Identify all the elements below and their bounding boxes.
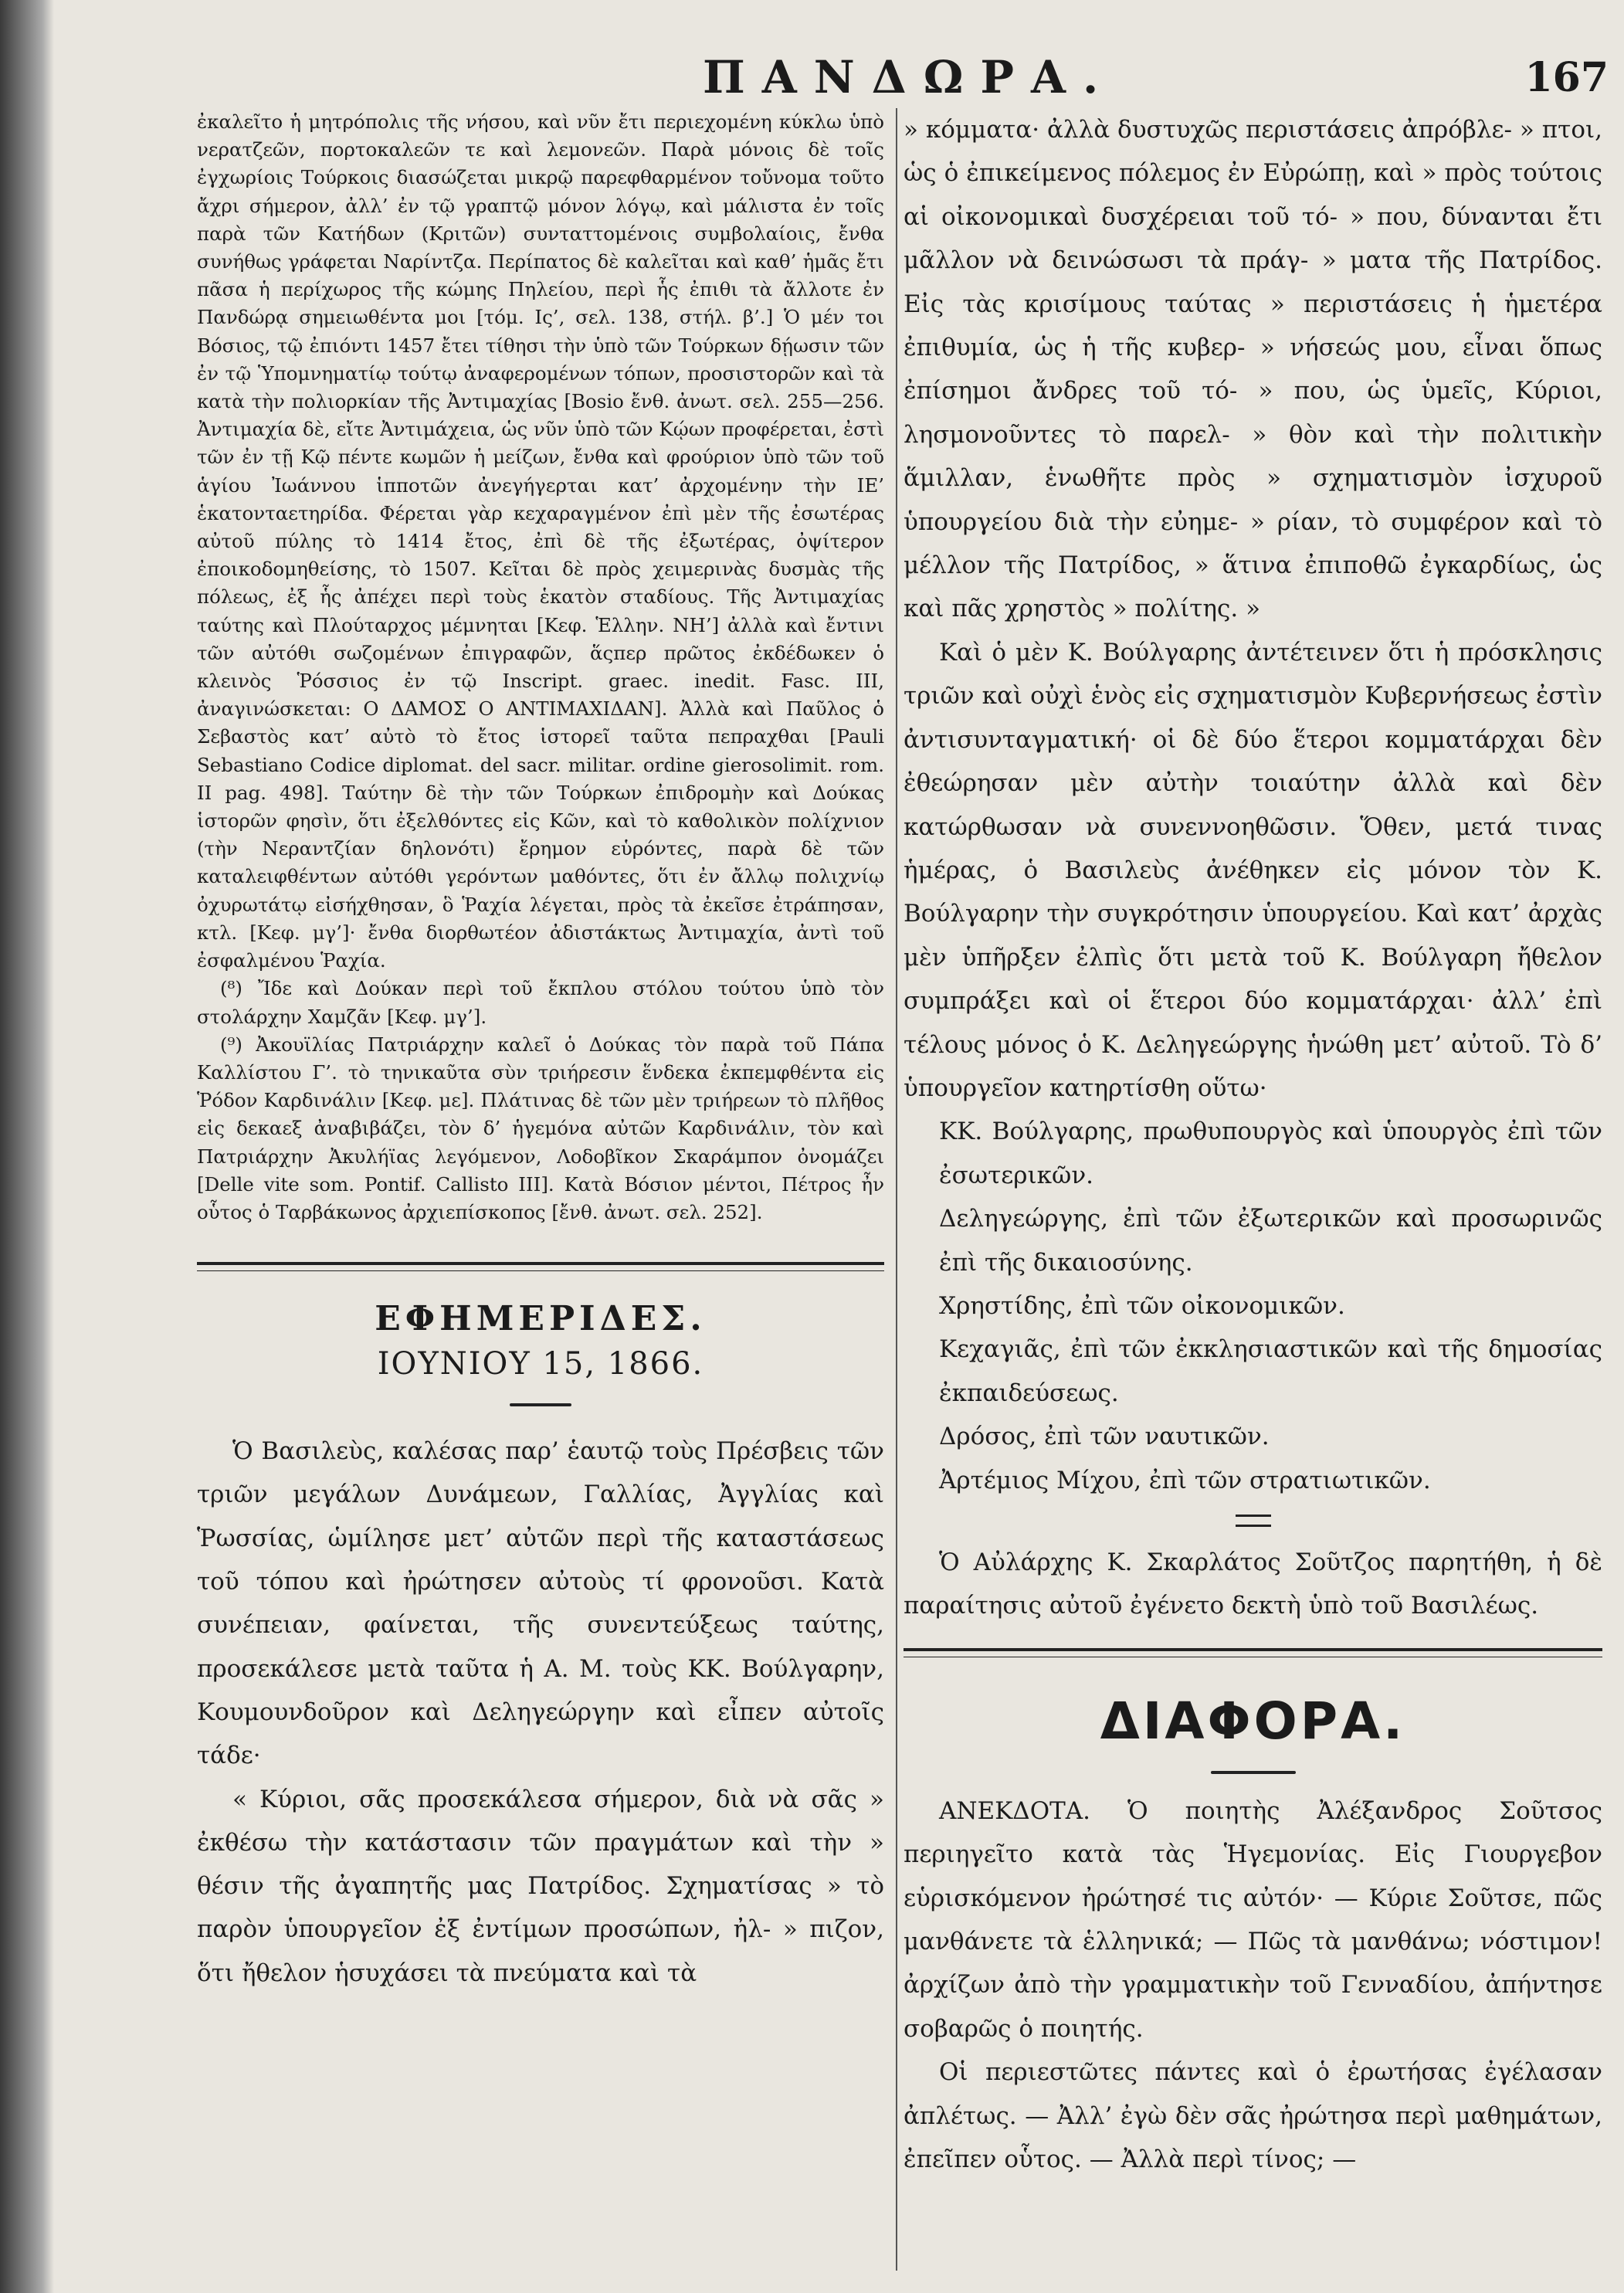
minister-entry: ΚΚ. Βούλγαρης, πρωθυπουργὸς καὶ ὑπουργὸς ἐπὶ τῶν ἐσωτερικῶν. <box>939 1118 1602 1189</box>
ornament-dash <box>510 1403 571 1406</box>
footnote-9: (⁹) Ἀκουϊλίας Πατριάρχην καλεῖ ὁ Δούκας τὸν παρὰ τοῦ Πάπα Καλλίστου Γ’. τὸ τηνικαῦτα σὺν τριήρεσιν ἕνδεκα ἐκπεμφθέντα εἰς Ῥόδον Καρδινάλιν [Κεφ. με]. Πλάτινας δὲ τῶν μὲν τριήρεων τὸ πλῆθος εἰς δεκαεξ ἀναβιβάζει, τὸν δ’ ἡγεμόνα αὐτῶν Καρδινάλιν, τὸν καὶ Πατριάρχην Ἀκυλήϊας λεγόμενον, Λοδοβῖκον Σκαράμπον ὀνομάζει [Delle vite som. Pontif. Callisto III]. Κατὰ Βόσιον μέντοι, Πέτρος ἦν οὗτος ὁ Ταρβάκωνος ἀρχιεπίσκοπος [ἔνθ. ἀνωτ. σελ. 252]. <box>197 1033 884 1223</box>
section-rule <box>197 1262 884 1271</box>
minister-entry: Κεχαγιᾶς, ἐπὶ τῶν ἐκκλησιαστικῶν καὶ τῆς δημοσίας ἐκπαιδεύσεως. <box>939 1335 1602 1407</box>
footnote-8: (⁸) Ἴδε καὶ Δούκαν περὶ τοῦ ἔκπλου στόλου τούτου ὑπὸ τὸν στολάρχην Χαμζᾶν [Κεφ. μγ’]. <box>197 977 884 1028</box>
king-quote-continuation: » κόμματα· ἀλλὰ δυστυχῶς περιστάσεις ἀπρόβλε- » πτοι, ὡς ὁ ἐπικείμενος πόλεμος ἐν Εὐρώπῃ, καὶ » πρὸς τούτοις αἱ οἰκονομικαὶ δυσχέρειαι τοῦ τό- » που, δύνανται ἔτι μᾶλλον νὰ δεινώσωσι τὰ πράγ- » ματα τῆς Πατρίδος. Εἰς τὰς κρισίμους ταύτας » περιστάσεις ἡ ἡμετέρα ἐπιθυμία, ὡς ἡ τῆς κυβερ- » νήσεώς μου, εἶναι ὅπως ἐπίσημοι ἄνδρες τοῦ τό- » που, ὡς ὑμεῖς, Κύριοι, λησμονοῦντες τὸ παρελ- » θὸν καὶ τὴν πολιτικὴν ἅμιλλαν, ἑνωθῆτε πρὸς » σχηματισμὸν ἰσχυροῦ ὑπουργείου διὰ τὴν εὐημε- » ρίαν, τὸ συμφέρον καὶ τὸ μέλλον τῆς Πατρίδος, » ἅτινα ἐπιποθῶ ἐγκαρδίως, ὡς καὶ πᾶς χρηστὸς » πολίτης. » <box>904 116 1602 623</box>
minister-entry: Ἀρτέμιος Μίχου, ἐπὶ τῶν στρατιωτικῶν. <box>939 1466 1431 1494</box>
paragraph: Ὁ Αὐλάρχης Κ. Σκαρλάτος Σοῦτζος παρητήθη, ἡ δὲ παραίτησις αὐτοῦ ἐγένετο δεκτὴ ὑπὸ τοῦ Βασιλέως. <box>904 1548 1602 1620</box>
column-divider <box>896 108 897 2271</box>
section-title-ephemerides: ΕΦΗΜΕΡΙΔΕΣ. <box>375 1299 707 1339</box>
ornament-dash <box>1211 1771 1296 1774</box>
right-column <box>904 108 1602 2181</box>
minister-entry: Χρηστίδης, ἐπὶ τῶν οἰκονομικῶν. <box>939 1291 1345 1320</box>
book-binding-shadow <box>0 0 54 2293</box>
journal-title: ΠΑΝΔΩΡΑ. <box>703 51 1116 103</box>
ephemerides-continuation <box>904 108 1602 1628</box>
paragraph: ΑΝΕΚΔΟΤΑ. Ὁ ποιητὴς Ἀλέξανδρος Σοῦτσος περιηγεῖτο κατὰ τὰς Ἡγεμονίας. Εἰς Γιουργεβον εὑρισκόμενον ἠρώτησέ τις αὐτόν· — Κύριε Σοῦτσε, πῶς μανθάνετε τὰ ἑλληνικά; — Πῶς τὰ μανθάνω; νόστιμον! ἀρχίζων ἀπὸ τὴν γραμματικὴν τοῦ Γενναδίου, ἀπήντησε σοβαρῶς ὁ ποιητής. <box>904 1796 1602 2043</box>
paragraph: Οἱ περιεστῶτες πάντες καὶ ὁ ἐρωτήσας ἐγέλασαν ἀπλέτως. — Ἀλλ’ ἐγὼ δὲν σᾶς ἠρώτησα περὶ μαθημάτων, ἐπεῖπεν οὗτος. — Ἀλλὰ περὶ τίνος; — <box>904 2058 1602 2174</box>
footnote-continuation: ἐκαλεῖτο ἡ μητρόπολις τῆς νήσου, καὶ νῦν ἔτι περιεχομένη κύκλω ὑπὸ νερατζεῶν, πορτοκαλεῶν τε καὶ λεμονεῶν. Παρὰ μόνοις δὲ τοῖς ἐγχωρίοις Τούρκοις διασώζεται μικρῷ παρεφθαρμένον τοὔνομα τοῦτο ἄχρι σήμερον, ἀλλ’ ἐν τῷ γραπτῷ μόνον λόγῳ, καὶ μάλιστα ἐν τοῖς παρὰ τῶν Κατήδων (Κριτῶν) συνταττομένοις συμβολαίοις, ἔνθα συνήθως γράφεται Ναρίντζα. Περίπατος δὲ καλεῖται καὶ καθ’ ἡμᾶς ἔτι πᾶσα ἡ περίχωρος τῆς κώμης Πηλείου, περὶ ἧς ἐπιθι τὰ ἄλλοτε ἐν Πανδώρᾳ σημειωθέντα μοι [τόμ. Ις’, σελ. 138, στήλ. β’.] Ὁ μέν τοι Βόσιος, τῷ ἐπιόντι 1457 ἔτει τίθησι τὴν ὑπὸ τῶν Τούρκων δῄωσιν τῶν ἐν τῷ Ὑπομνηματίῳ τούτῳ ἀναφερομένων τόπων, προσιστορῶν καὶ τὰ κατὰ τὴν πολιορκίαν τῆς Ἀντιμαχίας [Bosio ἔνθ. ἀνωτ. σελ. 255—256. Ἀντιμαχία δὲ, εἴτε Ἀντιμάχεια, ὡς νῦν ὑπὸ τῶν Κῴων προφέρεται, ἐστὶ τῶν ἐν τῇ Κῷ πέντε κωμῶν ἡ μείζων, ἔνθα καὶ φρούριον ὑπὸ τῶν τοῦ ἁγίου Ἰωάννου ἱπποτῶν ἀνεγήγερται κατ’ ἀρχομένην τὴν ΙΕ’ ἑκατονταετηρίδα. Φέρεται γὰρ κεχαραγμένον ἐπὶ μὲν τῆς ἐσωτέρας αὐτοῦ πύλης τὸ 1414 ἔτος, ἐπὶ δὲ τῆς ἐξωτέρας, ὀψίτερον ἐποικοδομηθείσης, τὸ 1507. Κεῖται δὲ πρὸς χειμερινὰς δυσμὰς τῆς πόλεως, ἐξ ἧς ἀπέχει περὶ τοὺς ἑκατὸν σταδίους. Τῆς Ἀντιμαχίας ταύτης καὶ Πλούταρχος μέμνηται [Κεφ. Ἑλλην. ΝΗ’] ἀλλὰ καὶ ἔντινι τῶν αὐτόθι σωζομένων ἐπιγραφῶν, ἅςπερ πρῶτος ἐκδέδωκεν ὁ κλεινὸς Ῥόσσιος ἐν τῷ Inscript. graec. inedit. Fasc. III, ἀναγινώσκεται: Ο ΔΑΜΟΣ Ο ΑΝΤΙΜΑΧΙΔΑΝ]. Ἀλλὰ καὶ Παῦλος ὁ Σεβαστὸς κατ’ αὐτὸ τὸ ἔτος ἱστορεῖ ταῦτα πεπραχθαι [Pauli Sebastiano Codice diplomat. del sacr. militar. ordine gierosolimit. rom. II pag. 498]. Ταύτην δὲ τὴν τῶν Τούρκων ἐπιδρομὴν καὶ Δούκας ἱστορῶν φησὶν, ὅτι ἐξελθόντες εἰς Κῶν, καὶ τὸ καθολικὸν πολίχνιον (τὴν Νεραντζίαν δηλονότι) ἔρημον εὑρόντες, παρὰ δὲ τῶν καταλειφθέντων αὐτόθι γερόντων μαθόντες, ὅτι ἐν ἄλλῳ πολιχνίῳ ὀχυρωτάτῳ εἰσήχθησαν, ὃ Ῥαχία λέγεται, πρὸς τὰ ἐκεῖσε ἐτράπησαν, κτλ. [Κεφ. μγ’]· ἔνθα διορθωτέον ἀδιστάκτως Ἀντιμαχία, ἀντὶ τοῦ ἐσφαλμένου Ῥαχία. <box>197 110 884 972</box>
king-quote: « Κύριοι, σᾶς προσεκάλεσα σήμερον, διὰ νὰ σᾶς » ἐκθέσω τὴν κατάστασιν τῶν πραγμάτων καὶ τὴν » θέσιν τῆς ἀγαπητῆς μας Πατρίδος. Σχηματίσας » τὸ παρὸν ὑπουργεῖον ἐξ ἐντίμων προσώπων, ἠλ- » πιζον, ὅτι ἤθελον ἡσυχάσει τὰ πνεύματα καὶ τὰ <box>197 1785 884 1987</box>
left-column <box>197 108 884 1995</box>
double-dash-separator <box>1236 1515 1271 1527</box>
section-rule <box>904 1648 1602 1657</box>
section-title-diafora: ΔΙΑΦΟΡΑ. <box>1100 1691 1406 1751</box>
diafora-body <box>904 1789 1602 2182</box>
page-header <box>54 51 1624 105</box>
minister-entry: Δρόσος, ἐπὶ τῶν ναυτικῶν. <box>939 1423 1270 1451</box>
paragraph: Καὶ ὁ μὲν Κ. Βούλγαρης ἀντέτεινεν ὅτι ἡ πρόσκλησις τριῶν καὶ οὐχὶ ἑνὸς εἰς σχηματισμὸν Κυβερνήσεως ἐστὶν ἀντισυνταγματική· οἱ δὲ δύο ἕτεροι κομματάρχαι δὲν ἐθεώρησαν μὲν αὐτὴν τοιαύτην ἀλλὰ καὶ δὲν κατώρθωσαν νὰ συνεννοηθῶσιν. Ὅθεν, μετά τινας ἡμέρας, ὁ Βασιλεὺς ἀνέθηκεν εἰς μόνον τὸν Κ. Βούλγαρην τὴν συγκρότησιν ὑπουργείου. Καὶ κατ’ ἀρχὰς μὲν ὑπῆρξεν ἐλπὶς ὅτι μετὰ τοῦ Κ. Βούλγαρη ἤθελον συμπράξει καὶ οἱ ἕτεροι δύο κομματάρχαι· ἀλλ’ ἐπὶ τέλους μόνος ὁ Κ. Δεληγεώργης ἡνώθη μετ’ αὐτοῦ. Τὸ δ’ ὑπουργεῖον κατηρτίσθη οὕτω· <box>904 638 1602 1102</box>
ephemerides-body <box>197 1430 884 1995</box>
newspaper-page <box>54 0 1624 2293</box>
page-number: 167 <box>1524 54 1609 101</box>
paragraph: Ὁ Βασιλεὺς, καλέσας παρ’ ἑαυτῷ τοὺς Πρέσβεις τῶν τριῶν μεγάλων Δυνάμεων, Γαλλίας, Ἀγγλίας καὶ Ῥωσσίας, ὡμίλησε μετ’ αὐτῶν περὶ τῆς καταστάσεως τοῦ τόπου καὶ ἠρώτησεν αὐτοὺς τί φρονοῦσι. Κατὰ συνέπειαν, φαίνεται, τῆς συνεντεύξεως ταύτης, προσεκάλεσε μετὰ ταῦτα ἡ Α. Μ. τοὺς ΚΚ. Βούλγαρην, Κουμουνδοῦρον καὶ Δεληγεώργην καὶ εἶπεν αὐτοῖς τάδε· <box>197 1437 884 1770</box>
minister-entry: Δεληγεώργης, ἐπὶ τῶν ἐξωτερικῶν καὶ προσωρινῶς ἐπὶ τῆς δικαιοσύνης. <box>939 1205 1602 1277</box>
section-date: ΙΟΥΝΙΟΥ 15, 1866. <box>377 1346 704 1382</box>
footnotes <box>197 108 884 1226</box>
